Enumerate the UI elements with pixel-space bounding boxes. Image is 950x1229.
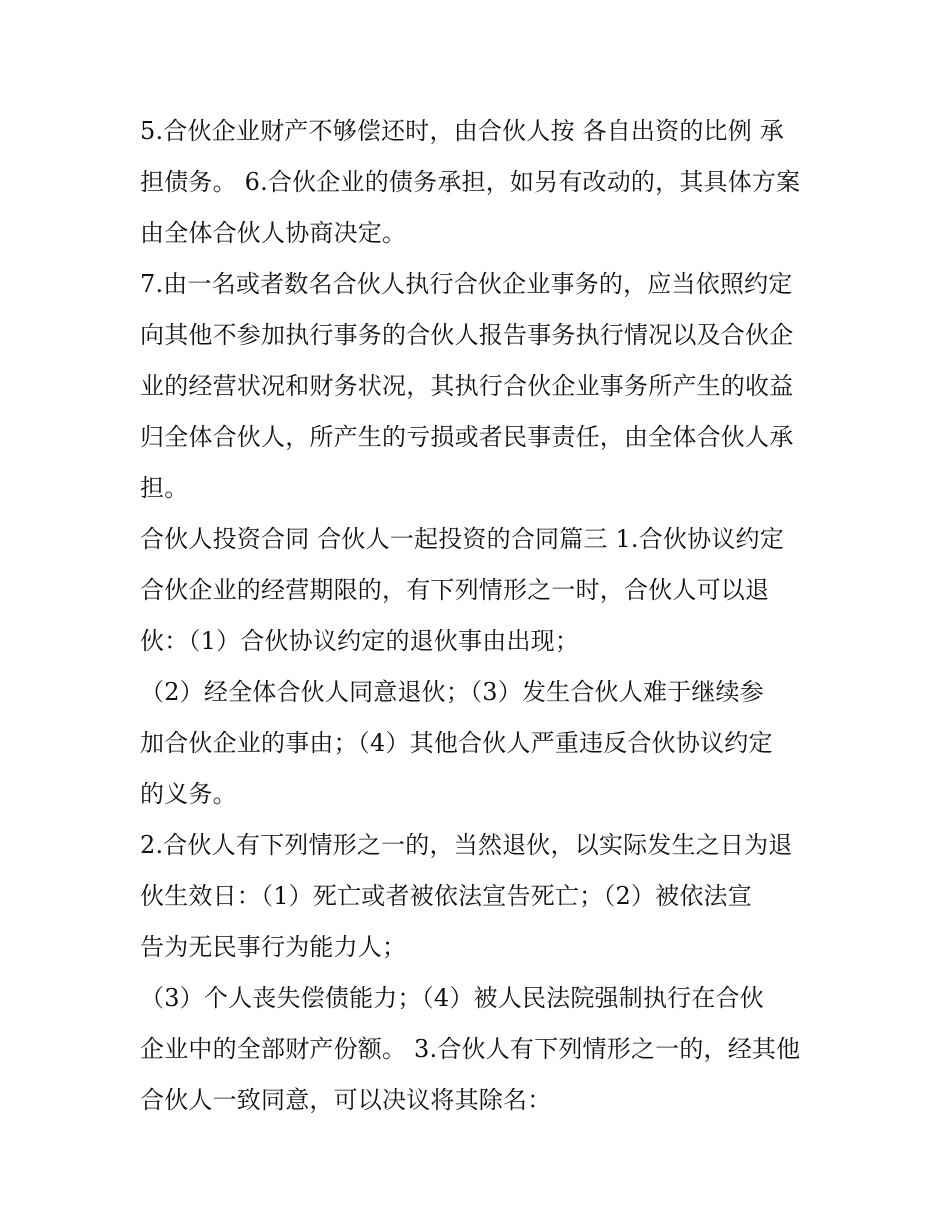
text-line: 2.合伙人有下列情形之一的，当然退伙，以实际发生之日为退 — [140, 831, 793, 859]
text-line: 伙生效日：（1）死亡或者被依法宣告死亡；（2）被依法宣 — [140, 882, 752, 910]
text-line: 加合伙企业的事由；（4）其他合伙人严重违反合伙协议约定 — [140, 729, 773, 757]
text-line: 的义务。 — [140, 780, 237, 808]
text-line: 告为无民事行为能力人； — [140, 933, 407, 961]
text-line: 合伙人投资合同 合伙人一起投资的合同篇三 1.合伙协议约定 — [140, 525, 784, 553]
document-body — [140, 106, 820, 1126]
text-line: 伙：（1）合伙协议约定的退伙事由出现； — [140, 627, 580, 655]
text-line: （3）个人丧失偿债能力；（4）被人民法院强制执行在合伙 — [140, 984, 764, 1012]
text-line: 合伙企业的经营期限的，有下列情形之一时，合伙人可以退 — [140, 576, 770, 604]
text-line: 7.由一名或者数名合伙人执行合伙企业事务的，应当依照约定 — [140, 270, 793, 298]
text-line: （2）经全体合伙人同意退伙；（3）发生合伙人难于继续参 — [140, 678, 764, 706]
text-line: 归全体合伙人，所产生的亏损或者民事责任，由全体合伙人承 — [140, 423, 794, 451]
text-line: 5.合伙企业财产不够偿还时，由合伙人按 各自出资的比例 承 — [140, 117, 784, 145]
text-line: 企业中的全部财产份额。 3.合伙人有下列情形之一的，经其他 — [140, 1035, 801, 1063]
text-line: 向其他不参加执行事务的合伙人报告事务执行情况以及合伙企 — [140, 321, 794, 349]
text-line: 担。 — [140, 474, 189, 502]
text-line: 合伙人一致同意，可以决议将其除名： — [140, 1086, 552, 1114]
text-line: 由全体合伙人协商决定。 — [140, 219, 407, 247]
text-line: 业的经营状况和财务状况，其执行合伙企业事务所产生的收益 — [140, 372, 794, 400]
text-line: 担债务。 6.合伙企业的债务承担，如另有改动的，其具体方案 — [140, 168, 801, 196]
